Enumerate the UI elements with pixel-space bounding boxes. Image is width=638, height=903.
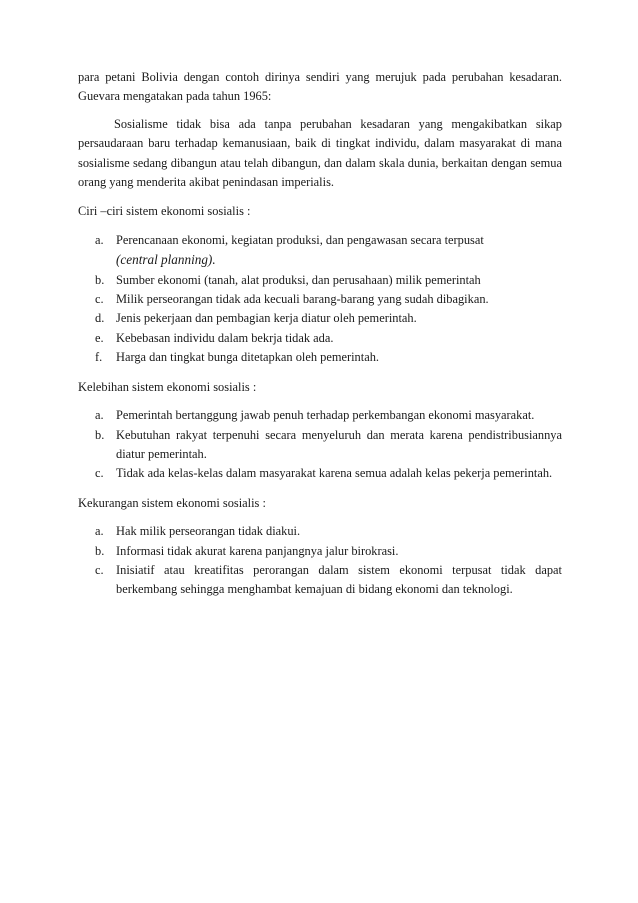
list-item — [78, 309, 562, 328]
list-marker: b. — [95, 543, 105, 558]
list-marker: a. — [95, 524, 104, 539]
list-item — [78, 542, 562, 561]
list-item — [78, 464, 562, 483]
list-item-text: Tidak ada kelas-kelas dalam masyarakat karena semua adalah kelas pekerja pemerintah. — [116, 466, 553, 481]
list-item — [78, 231, 562, 271]
list-marker: c. — [95, 562, 104, 577]
list-item-text: Hak milik perseorangan tidak diakui. — [116, 524, 301, 539]
list-marker: b. — [95, 427, 105, 442]
list-marker: c. — [95, 292, 104, 307]
list-item — [78, 561, 562, 600]
list-marker: d. — [95, 311, 105, 326]
list-item-text: Informasi tidak akurat karena panjangnya jalur birokrasi. — [116, 543, 399, 558]
list-marker: b. — [95, 272, 105, 287]
kelebihan-heading: Kelebihan sistem ekonomi sosialis : — [78, 379, 257, 394]
list-item-text: Milik perseorangan tidak ada kecuali barang-barang yang sudah dibagikan. — [116, 292, 489, 307]
kekurangan-list — [78, 522, 562, 600]
list-marker: f. — [95, 350, 103, 365]
kekurangan-heading: Kekurangan sistem ekonomi sosialis : — [78, 495, 266, 510]
list-item-text: Harga dan tingkat bunga ditetapkan oleh pemerintah. — [116, 350, 379, 365]
kelebihan-list — [78, 406, 562, 484]
document-page — [78, 68, 562, 600]
list-item — [78, 348, 562, 367]
list-marker: a. — [95, 232, 104, 247]
list-item-text: Jenis pekerjaan dan pembagian kerja diatur oleh pemerintah. — [116, 311, 417, 326]
list-item — [78, 522, 562, 541]
list-item-text: Kebutuhan rakyat terpenuhi secara menyeluruh dan merata karena pendistribusiannya diatur pemerintah. — [116, 427, 562, 461]
list-item-text: Perencanaan ekonomi, kegiatan produksi, dan pengawasan secara terpusat — [116, 232, 484, 247]
list-item-text: Sumber ekonomi (tanah, alat produksi, dan perusahaan) milik pemerintah — [116, 272, 481, 287]
list-item-text: Inisiatif atau kreatifitas perorangan dalam sistem ekonomi terpusat tidak dapat berkembang sehingga menghambat kemajuan di bidang ekonomi dan teknologi. — [116, 562, 562, 597]
list-item — [78, 426, 562, 465]
list-item — [78, 290, 562, 309]
list-item-text: Pemerintah bertanggung jawab penuh terhadap perkembangan ekonomi masyarakat. — [116, 408, 535, 423]
intro-paragraph: para petani Bolivia dengan contoh dirinya sendiri yang merujuk pada perubahan kesadaran. Guevara mengatakan pada tahun 1965: — [78, 70, 562, 104]
list-marker: e. — [95, 330, 104, 345]
list-marker: a. — [95, 408, 104, 423]
list-marker: c. — [95, 466, 104, 481]
list-item — [78, 406, 562, 425]
list-item — [78, 329, 562, 348]
list-item — [78, 271, 562, 290]
ciri-list — [78, 231, 562, 368]
central-planning-term: (central planning). — [116, 252, 216, 268]
ciri-heading: Ciri –ciri sistem ekonomi sosialis : — [78, 204, 251, 219]
guevara-quote: Sosialisme tidak bisa ada tanpa perubahan kesadaran yang mengakibatkan sikap persaudaraan baru terhadap kemanusiaan, baik di tingkat individu, dalam masyarakat di mana sosialisme sedang dibangun atau telah dibangun, dan dalam skala dunia, berkaitan dengan semua orang yang menderita akibat penindasan imperialis. — [78, 116, 562, 190]
list-item-text: Kebebasan individu dalam bekrja tidak ada. — [116, 330, 334, 345]
